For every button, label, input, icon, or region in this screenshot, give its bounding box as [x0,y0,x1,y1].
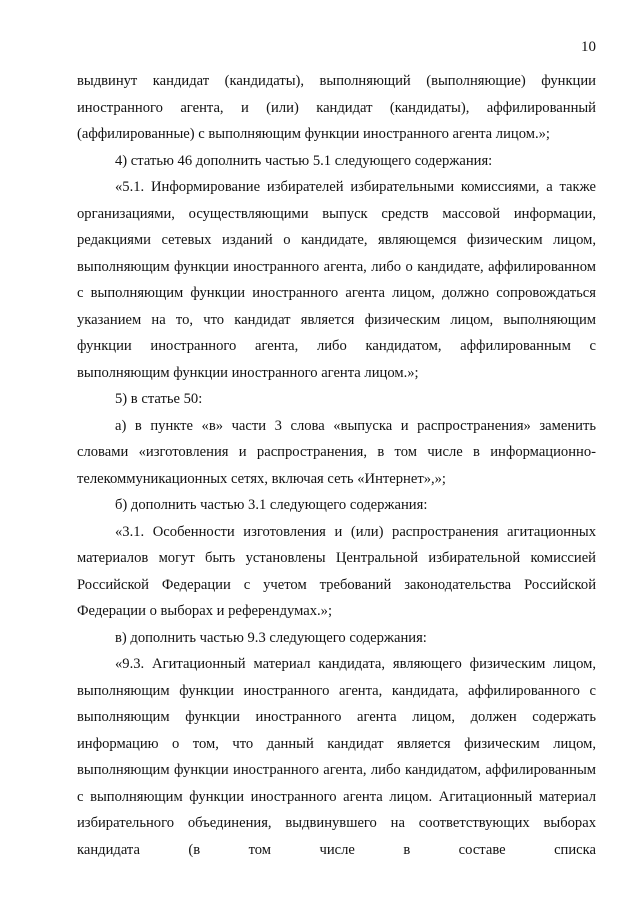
paragraph: выдвинут кандидат (кандидаты), выполняющий (выполняющие) функции иностранного агента, и (или) кандидат (кандидаты), аффилированный (аффилированные) с выполняющим функции иностранного агента лицом.»; [77,73,596,142]
paragraph: б) дополнить частью 3.1 следующего содержания: [115,497,428,513]
paragraph: «9.3. Агитационный материал кандидата, являющего физическим лицом, выполняющим функции иностранного агента, кандидата, аффилированного с выполняющим функции иностранного агента лицом, должен содержать информацию о том, что данный кандидат является физическим лицом, выполняющим функции иностранного агента, либо кандидатом, аффилированным с выполняющим функции иностранного агента лицом. Агитационный материал избирательного объединения, выдвинувшего на соответствующих выборах кандидата (в том числе в составе списка [77,656,596,858]
document-body [77,68,596,863]
paragraph: а) в пункте «в» части 3 слова «выпуска и распространения» заменить словами «изготовления и распространения, в том числе в информационно-телекоммуникационных сетях, включая сеть «Интернет»,»; [77,417,596,487]
paragraph: 5) в статье 50: [115,391,203,407]
page-number: 10 [581,39,596,55]
paragraph: в) дополнить частью 9.3 следующего содержания: [115,629,427,646]
paragraph: «3.1. Особенности изготовления и (или) распространения агитационных материалов могут быть установлены Центральной избирательной комиссией Российской Федерации с учетом требований законодательства Российской Федерации о выборах и референдумах.»; [77,523,596,619]
paragraph: 4) статью 46 дополнить частью 5.1 следующего содержания: [115,152,493,169]
paragraph: «5.1. Информирование избирателей избирательными комиссиями, а также организациями, осуществляющими выпуск средств массовой информации, редакциями сетевых изданий о кандидате, являющемся физическим лицом, выполняющим функции иностранного агента, либо о кандидате, аффилированном с выполняющим функции иностранного агента лицом, должно сопровождаться указанием на то, что кандидат является физическим лицом, выполняющим функции иностранного агента, либо кандидатом, аффилированным с выполняющим функции иностранного агента лицом.»; [77,179,596,381]
